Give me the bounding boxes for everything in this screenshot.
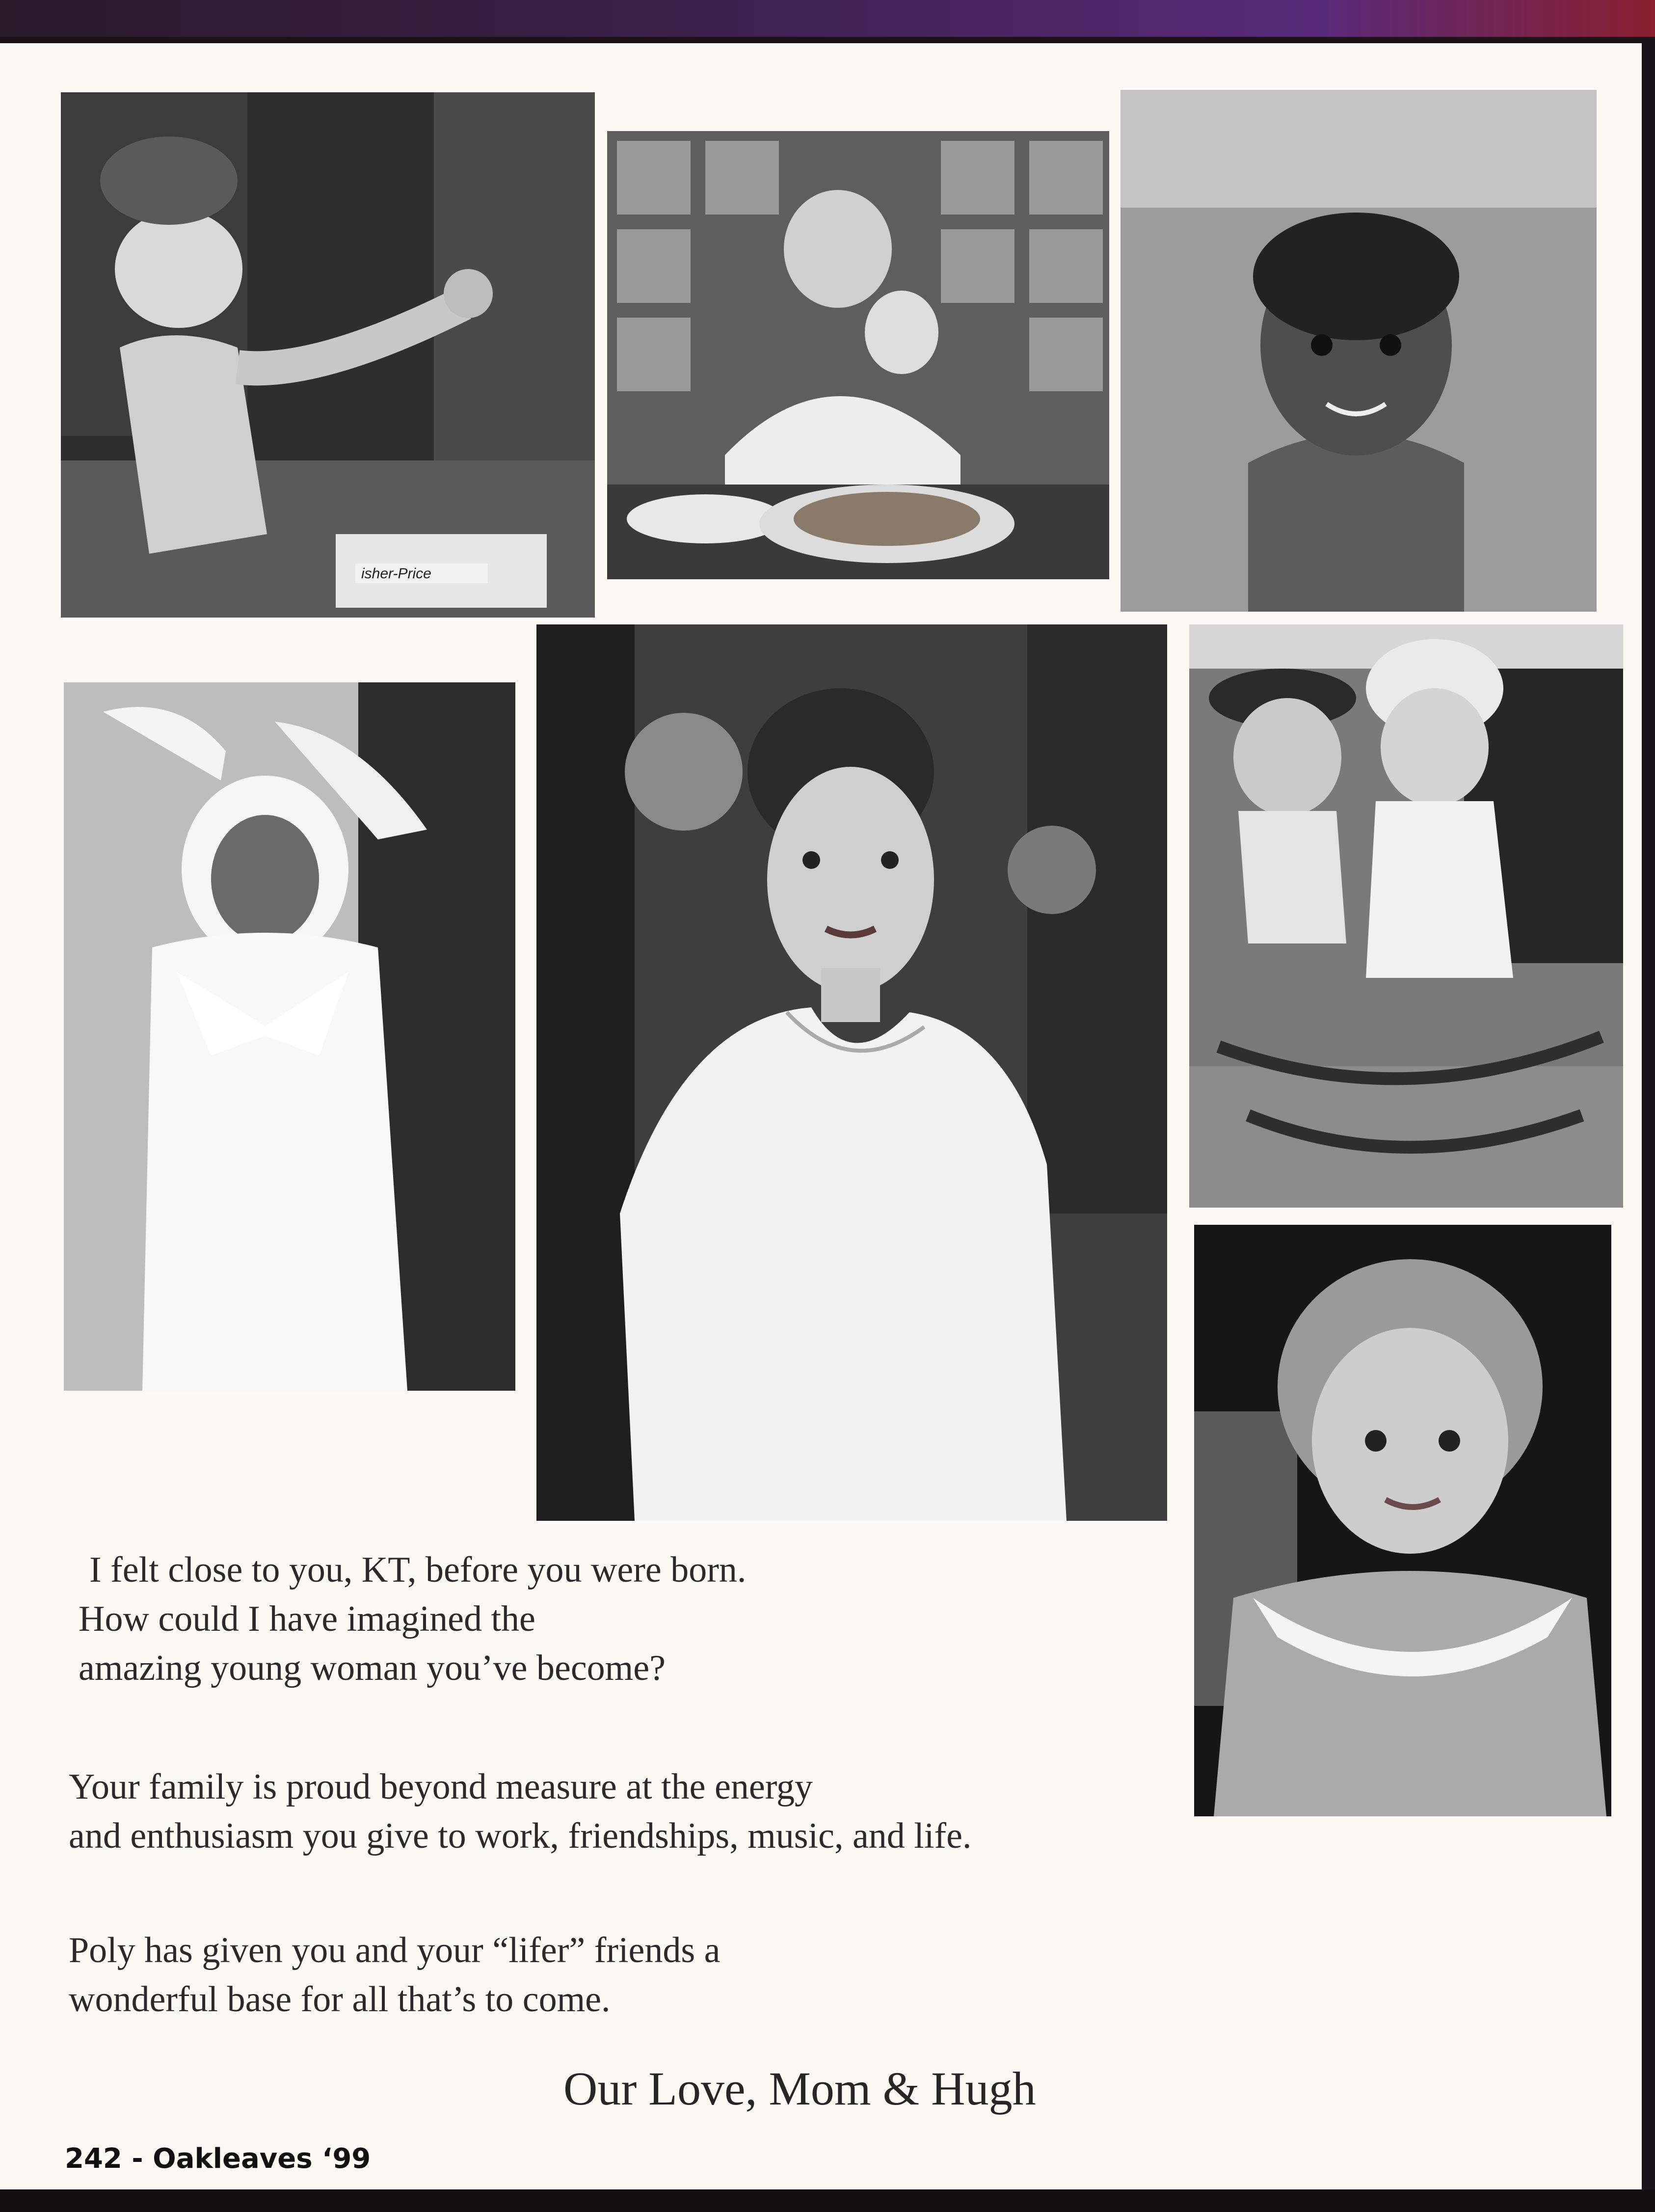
bottom-edge-band — [0, 2189, 1655, 2212]
message-paragraph-3 — [69, 1926, 1148, 2024]
photo-child-portrait — [1194, 1225, 1611, 1816]
message-line: wonderful base for all that’s to come. — [69, 1979, 611, 2020]
message-line: amazing young woman you’ve become? — [79, 1648, 666, 1688]
message-paragraph-2 — [69, 1762, 1345, 1861]
message-line: Poly has given you and your “lifer” friends a — [69, 1930, 721, 1970]
message-line: and enthusiasm you give to work, friendships, music, and life. — [69, 1816, 972, 1856]
message-paragraph-1 — [79, 1545, 1011, 1693]
photo-child-in-bunny-costume — [64, 682, 515, 1391]
top-edge-band — [0, 0, 1655, 37]
photo-baby-on-toy-wagon — [61, 92, 595, 618]
photo-mother-holding-baby-at-table — [607, 131, 1109, 579]
photo-toddler-in-bath — [1121, 90, 1597, 612]
photo-senior-portrait — [536, 624, 1167, 1521]
signature: Our Love, Mom & Hugh — [563, 2062, 1036, 2115]
message-line: I felt close to you, KT, before you were born. — [89, 1550, 747, 1590]
message-line: Your family is proud beyond measure at the energy — [69, 1767, 813, 1807]
page-folio: 242 - Oakleaves ‘99 — [65, 2143, 371, 2175]
photo-kids-on-rocking-horse — [1189, 624, 1623, 1208]
wagon-brand-text: isher-Price — [361, 566, 431, 582]
message-line: How could I have imagined the — [79, 1599, 535, 1639]
